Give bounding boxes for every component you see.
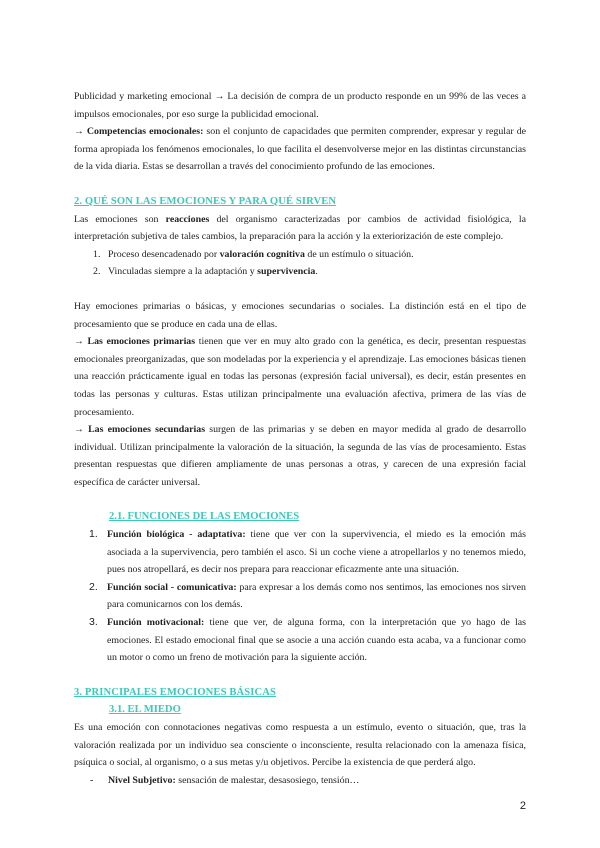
competencias-term: Competencias emocionales: (86, 126, 204, 138)
section-2-paragraph-2: Hay emociones primarias o básicas, y emociones secundarias o sociales. La distinción está en el tipo de procesamiento que se produce en cada una de ellas. (74, 300, 526, 330)
section-2-paragraph-1: Las emociones son reacciones del organismo caracterizadas por cambios de actividad fisiológica, la interpretación subjetiva de tales cambios, la preparación para la acción y la exteriorización de este complejo. (74, 213, 526, 243)
section-2-paragraph-4: → Las emociones secundarias surgen de las primarias y se deben en mayor medida al grado de desarrollo individual. Utilizan principalmente la valoración de la situación, la segunda de las vías de procesamiento. Estas presentan respuestas que difieren ampliamente de unas personas a otras, y carecen de una expresión facial específica de carácter universal. (74, 424, 527, 488)
intro-paragraph-2: → Competencias emocionales: son el conjunto de capacidades que permiten comprender, expresar y regular de forma apropiada los fenómenos emocionales, lo que facilita el desenvolverse mejor en las distintas circunstancias de la vida diaria. Estas se desarrollan a través del conocimiento profundo de las emociones. (74, 126, 527, 173)
section-2-heading: 2. QUÉ SON LAS EMOCIONES Y PARA QUÉ SIRVEN (74, 195, 337, 207)
list-item: 1. Proceso desencadenado por valoración cognitiva de un estímulo o situación. (93, 248, 414, 260)
intro-paragraph-1: Publicidad y marketing emocional → La decisión de compra de un producto responde en un 99% de las veces a impulsos emocionales, por eso surge la publicidad emocional. (74, 91, 526, 120)
section-3-paragraph-1: Es una emoción con connotaciones negativas como respuesta a un estímulo, evento o situación, que, tras la valoración realizada por un individuo sea consciente o inconsciente, resulta relacionado con la amenaza física, psíquica o social, al organismo, o a sus metas y/u objetivos. Percibe la existencia de que perderá algo. (74, 722, 526, 769)
list-item: 1. Función biológica - adaptativa: tiene que ver con la supervivencia, el miedo es la emoción más asociada a la supervivencia, pero también el asco. Si un coche viene a atropellarlos y no tenemos miedo, pues nos atropellará, es decir nos prepara para reaccionar eficazmente ante una situación. (89, 528, 526, 576)
section-2-paragraph-3: → Las emociones primarias tienen que ver en muy alto grado con la genética, es decir, presentan respuestas emocionales preorganizadas, que son modeladas por la experiencia y el aprendizaje. Las emociones básicas tienen una reacción prácticamente igual en todas las personas (expresión facial universal), es decir, están presentes en todas las personas y culturas. Estas utilizan principalmente una evaluación afectiva, primera de las vías de procesamiento. (74, 336, 526, 418)
list-item: - Nivel Subjetivo: sensación de malestar, desasosiego, tensión… (90, 774, 360, 786)
section-3-heading: 3. PRINCIPALES EMOCIONES BÁSICAS (74, 686, 276, 698)
section-2-list (74, 246, 526, 281)
section-3-1-heading: 3.1. EL MIEDO (109, 704, 181, 716)
functions-list (74, 526, 526, 667)
list-item: 2. Vinculadas siempre a la adaptación y supervivencia. (93, 266, 318, 278)
section-2-1-heading: 2.1. FUNCIONES DE LAS EMOCIONES (109, 511, 300, 523)
list-item: 2. Función social - comunicativa: para expresar a los demás como nos sentimos, las emociones nos sirven para comunicarnos con los demás. (89, 580, 526, 611)
list-item: 3. Función motivacional: tiene que ver, de alguna forma, con la interpretación que yo hago de las emociones. El estado emocional final que se asocie a una acción cuando esta acaba, va a funcionar como un motor o como un freno de motivación para la siguiente acción. (89, 616, 526, 664)
document-page (74, 88, 526, 789)
page-number: 2 (519, 800, 526, 812)
subjective-level-list (74, 772, 526, 790)
